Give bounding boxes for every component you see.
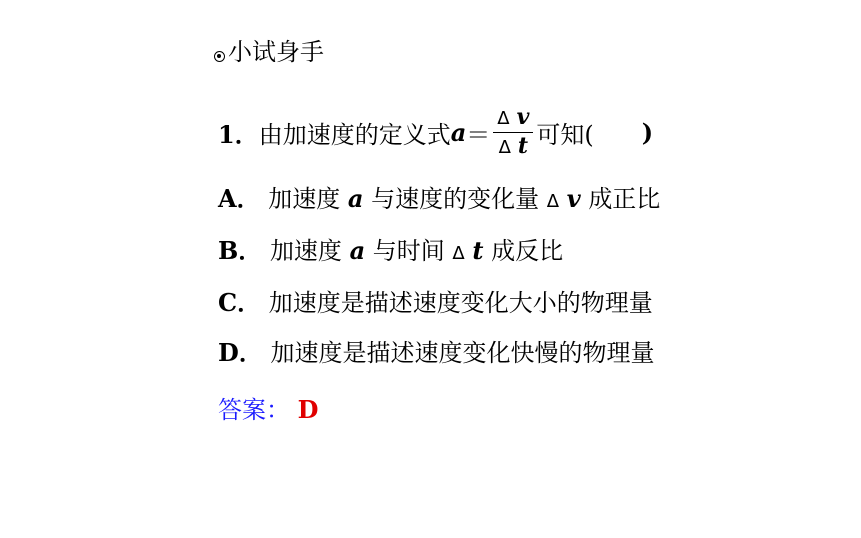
option-letter: A． — [218, 184, 261, 213]
option-letter: B． — [218, 236, 263, 265]
option-text: 加速度 — [268, 185, 348, 213]
option-text: 与时间 — [372, 237, 453, 265]
option-letter: C． — [218, 288, 262, 317]
option-text: 成正比 — [588, 185, 661, 213]
option-text: 成反比 — [491, 237, 564, 265]
option-text: 加速度是描述速度变化快慢的物理量 — [270, 339, 655, 367]
denominator-var: t — [517, 132, 529, 159]
question-1 — [218, 100, 653, 164]
option-a — [218, 183, 660, 218]
option-text: 与速度的变化量 — [371, 185, 547, 213]
option-letter: D． — [218, 338, 263, 367]
option-var: t — [472, 236, 484, 265]
target-bullet-icon — [214, 51, 225, 62]
question-close-paren: ) — [641, 117, 654, 147]
section-heading-text: 小试身手 — [228, 38, 324, 66]
numerator-delta: Δ — [497, 107, 510, 129]
answer-label: 答案： — [218, 396, 290, 424]
fraction-numerator — [493, 104, 533, 133]
option-var: v — [566, 184, 581, 213]
answer — [218, 394, 318, 426]
option-c — [218, 287, 653, 319]
option-b — [218, 235, 563, 270]
formula-lhs: a — [450, 117, 467, 147]
option-var: a — [347, 184, 364, 213]
option-delta: Δ — [546, 191, 560, 212]
option-var: a — [349, 236, 366, 265]
option-d — [218, 337, 654, 369]
formula-equals: ＝ — [466, 120, 491, 149]
question-text-after: 可知( — [536, 120, 594, 149]
fraction-denominator — [495, 133, 533, 161]
option-text: 加速度是描述速度变化大小的物理量 — [268, 289, 653, 317]
question-number: 1． — [218, 119, 259, 149]
option-text: 加速度 — [269, 237, 350, 265]
section-heading — [214, 36, 324, 68]
option-delta: Δ — [452, 243, 465, 264]
answer-value: D — [297, 395, 319, 424]
question-text-before: 由加速度的定义式 — [258, 120, 451, 149]
denominator-delta: Δ — [498, 136, 511, 158]
numerator-var: v — [516, 103, 530, 130]
formula-fraction — [493, 104, 533, 161]
